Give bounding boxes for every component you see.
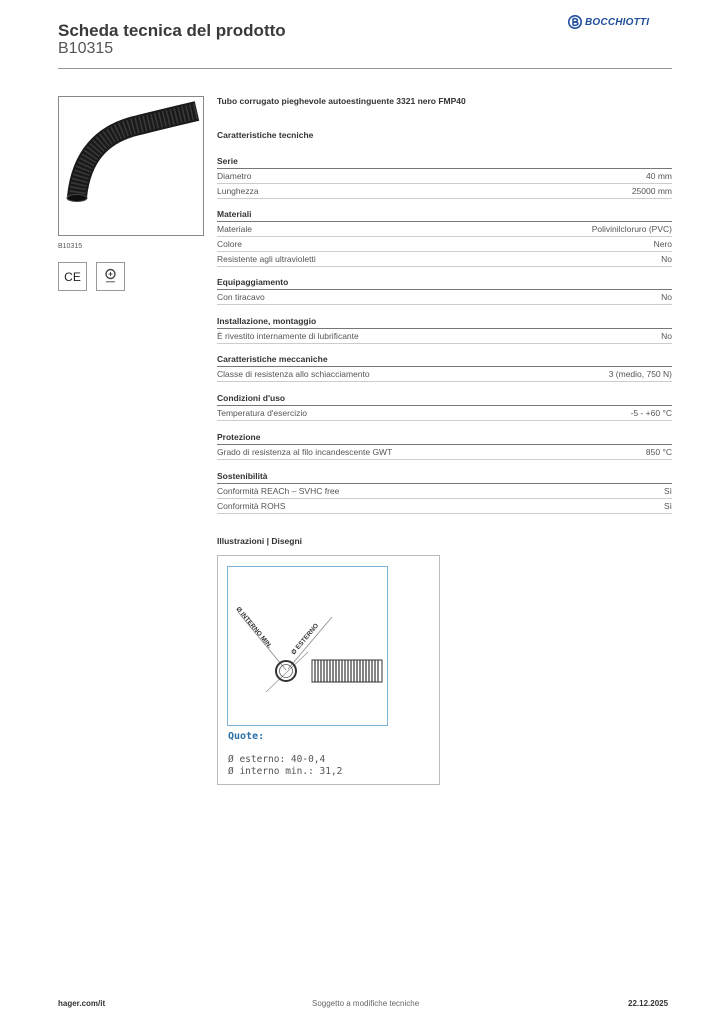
spec-label: Materiale <box>217 224 252 234</box>
spec-group-title: Protezione <box>217 430 672 445</box>
corrugated-tube-image <box>59 97 203 235</box>
footer-note: Soggetto a modifiche tecniche <box>312 999 420 1008</box>
spec-group-title: Caratteristiche meccaniche <box>217 352 672 367</box>
spec-group-title: Serie <box>217 154 672 169</box>
footer-website-link[interactable]: hager.com/it <box>58 999 106 1008</box>
spec-row <box>217 406 672 421</box>
spec-value: 3 (medio, 750 N) <box>608 369 672 379</box>
spec-label: Classe di resistenza allo schiacciamento <box>217 369 370 379</box>
spec-value: 850 °C <box>645 447 672 457</box>
illustrations-heading: Illustrazioni | Disegni <box>217 536 303 546</box>
technical-drawing <box>227 566 388 726</box>
image-caption: B10315 <box>58 243 83 250</box>
specs-heading: Caratteristiche tecniche <box>217 130 314 140</box>
spec-label: Resistente agli ultravioletti <box>217 254 316 264</box>
spec-group-sostenibilita <box>217 469 672 514</box>
spec-group-meccaniche <box>217 352 672 382</box>
spec-group-title: Condizioni d'uso <box>217 391 672 406</box>
spec-value: Nero <box>653 239 672 249</box>
inner-diameter-label: Ø INTERNO MIN. <box>234 605 274 650</box>
spec-row <box>217 222 672 237</box>
ce-certification <box>58 262 87 291</box>
spec-value: No <box>661 331 672 341</box>
spec-value: Sì <box>663 486 672 496</box>
header-divider <box>58 68 672 69</box>
bocchiotti-logo-icon <box>568 15 582 29</box>
spec-value: 40 mm <box>646 171 672 181</box>
outer-diameter-label: Ø ESTERNO <box>290 622 321 657</box>
ce-mark-text: CE <box>64 270 81 284</box>
spec-label: Grado di resistenza al filo incandescente GWT <box>217 447 393 457</box>
spec-value: Sì <box>663 501 672 511</box>
quote-inner-diameter: Ø interno min.: 31,2 <box>228 766 343 777</box>
imq-certification <box>96 262 125 291</box>
spec-group-title: Materiali <box>217 207 672 222</box>
spec-label: Conformità ROHS <box>217 501 286 511</box>
spec-group-installazione <box>217 314 672 344</box>
product-code: B10315 <box>58 40 114 57</box>
spec-group-title: Sostenibilità <box>217 469 672 484</box>
spec-label: Conformità REACh – SVHC free <box>217 486 340 496</box>
footer-date: 22.12.2025 <box>628 999 669 1008</box>
spec-label: Temperatura d'esercizio <box>217 408 307 418</box>
spec-group-equipaggiamento <box>217 275 672 305</box>
quote-title: Quote: <box>228 731 265 742</box>
spec-group-serie <box>217 154 672 199</box>
spec-row <box>217 252 672 267</box>
spec-row <box>217 184 672 199</box>
spec-value: No <box>661 292 672 302</box>
spec-value: Polivinilcloruro (PVC) <box>591 224 672 234</box>
spec-row <box>217 169 672 184</box>
spec-value: No <box>661 254 672 264</box>
spec-row <box>217 499 672 514</box>
spec-label: Diametro <box>217 171 252 181</box>
ce-mark-icon <box>59 263 86 290</box>
spec-group-title: Installazione, montaggio <box>217 314 672 329</box>
spec-value: 25000 mm <box>631 186 672 196</box>
spec-row <box>217 290 672 305</box>
spec-row <box>217 484 672 499</box>
spec-group-title: Equipaggiamento <box>217 275 672 290</box>
spec-row <box>217 367 672 382</box>
spec-value: -5 - +60 °C <box>630 408 672 418</box>
page-title: Scheda tecnica del prodotto <box>58 21 286 40</box>
spec-row <box>217 329 672 344</box>
product-name: Tubo corrugato pieghevole autoestinguente 3321 nero FMP40 <box>217 96 466 106</box>
imq-mark-icon <box>97 263 124 290</box>
quote-outer-diameter: Ø esterno: 40-0,4 <box>228 754 326 765</box>
spec-group-protezione <box>217 430 672 460</box>
spec-group-materiali <box>217 207 672 267</box>
spec-label: Con tiracavo <box>217 292 265 302</box>
spec-row <box>217 445 672 460</box>
brand-name: BOCCHIOTTI <box>585 16 650 28</box>
spec-group-condizioni <box>217 391 672 421</box>
spec-label: Colore <box>217 239 243 249</box>
spec-label: È rivestito internamente di lubrificante <box>217 331 359 341</box>
product-image <box>58 96 204 236</box>
spec-row <box>217 237 672 252</box>
brand-logo[interactable] <box>568 15 649 29</box>
tube-dimension-drawing <box>228 567 387 725</box>
spec-label: Lunghezza <box>217 186 259 196</box>
